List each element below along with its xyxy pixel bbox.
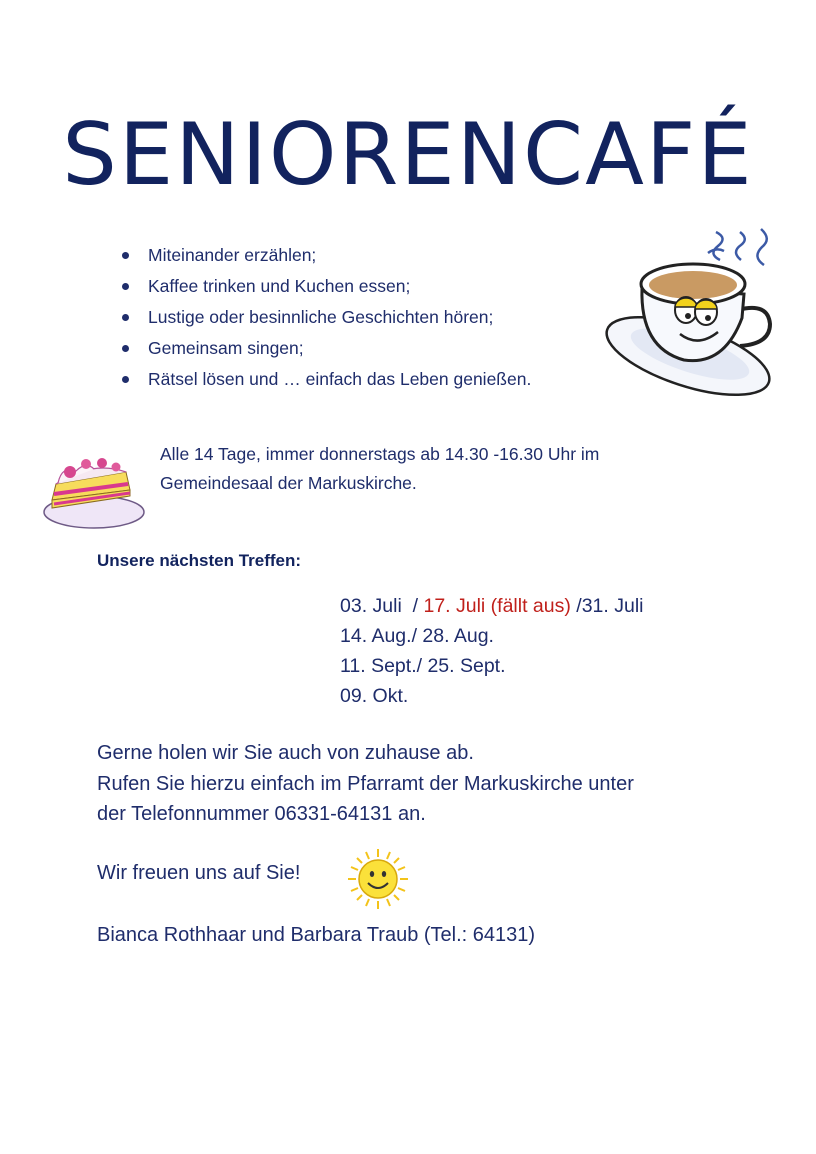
- list-item: Gemeinsam singen;: [122, 333, 531, 364]
- next-meetings-heading: Unsere nächsten Treffen:: [97, 551, 302, 570]
- list-item: Rätsel lösen und … einfach das Leben genießen.: [122, 364, 531, 395]
- pickup-info: [97, 738, 634, 830]
- signature: Bianca Rothhaar und Barbara Traub (Tel.: 64131): [97, 924, 536, 946]
- pickup-line: Gerne holen wir Sie auch von zuhause ab.: [97, 742, 474, 764]
- schedule-line: Gemeindesaal der Markuskirche.: [160, 473, 417, 493]
- cake-slice-icon: [42, 450, 154, 535]
- list-item: Kaffee trinken und Kuchen essen;: [122, 271, 531, 302]
- date-line: [340, 591, 644, 621]
- date-text: /31. Juli: [570, 595, 644, 617]
- welcome-text: Wir freuen uns auf Sie!: [97, 862, 301, 884]
- cancelled-date: 17. Juli (fällt aus): [423, 595, 571, 617]
- schedule-line: Alle 14 Tage, immer donnerstags ab 14.30 -16.30 Uhr im: [160, 444, 600, 464]
- list-item: Lustige oder besinnliche Geschichten hören;: [122, 302, 531, 333]
- activity-list: [122, 240, 531, 395]
- schedule-info: [160, 440, 599, 498]
- date-line: 14. Aug./ 28. Aug.: [340, 625, 494, 647]
- pickup-line: der Telefonnummer 06331-64131 an.: [97, 803, 426, 825]
- page-title: SENIORENCAFÉ: [62, 105, 754, 205]
- smiling-sun-icon: [346, 847, 410, 911]
- date-line: 11. Sept./ 25. Sept.: [340, 655, 506, 677]
- smiling-coffee-cup-icon: [598, 220, 783, 405]
- list-item: Miteinander erzählen;: [122, 240, 531, 271]
- pickup-line: Rufen Sie hierzu einfach im Pfarramt der Markuskirche unter: [97, 772, 634, 795]
- date-text: 03. Juli /: [340, 595, 424, 617]
- date-line: 09. Okt.: [340, 685, 409, 707]
- meeting-dates: [340, 591, 644, 711]
